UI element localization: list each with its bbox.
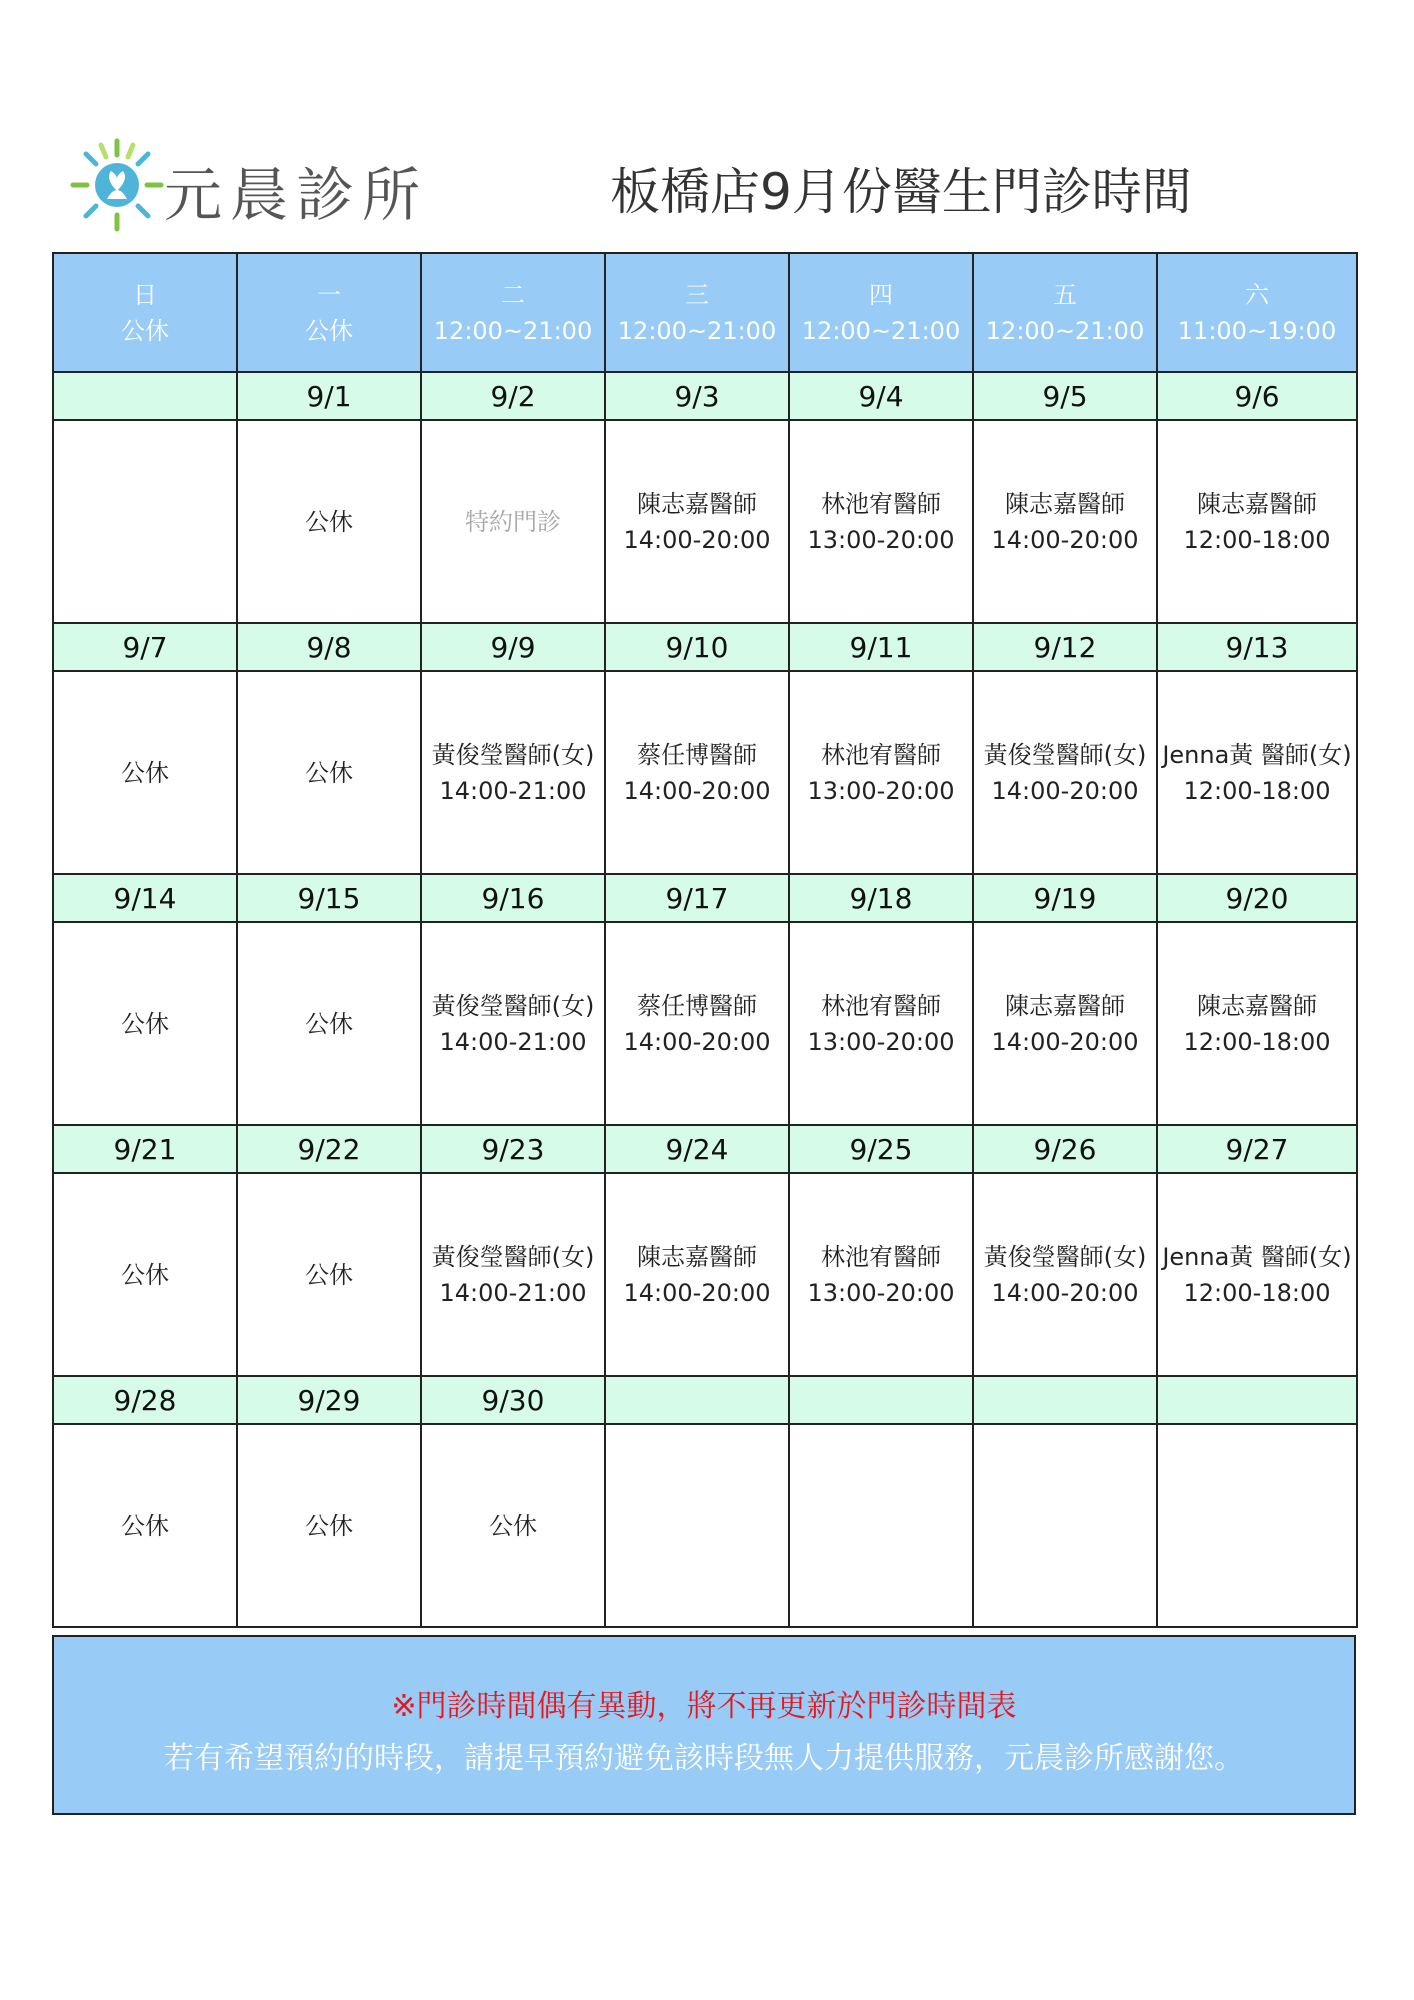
date-cell: [1157, 1376, 1357, 1424]
date-row: [53, 372, 1357, 420]
date-cell: 9/25: [789, 1125, 973, 1173]
doctor-name: 陳志嘉醫師: [637, 1242, 757, 1271]
schedule-row: [53, 420, 1357, 623]
date-cell: 9/15: [237, 874, 421, 922]
notice-text: ※門診時間偶有異動，將不再更新於門診時間表: [391, 1689, 1017, 1724]
clinic-time: 12:00-18:00: [1183, 525, 1331, 554]
doctor-name: 林池宥醫師: [821, 489, 941, 518]
doctor-name: Jenna黃 醫師(女): [1162, 1242, 1352, 1271]
schedule-cell: [1157, 671, 1357, 874]
schedule-cell: [237, 671, 421, 874]
clinic-time: 12:00-18:00: [1183, 1278, 1331, 1307]
weekday-name: 日: [133, 280, 157, 309]
schedule-cell: [789, 671, 973, 874]
clinic-time: 14:00-21:00: [439, 776, 587, 805]
date-cell: 9/2: [421, 372, 605, 420]
schedule-cell: [605, 420, 789, 623]
date-row: [53, 623, 1357, 671]
doctor-name: 公休: [305, 1009, 353, 1038]
schedule-cell: [53, 671, 237, 874]
doctor-name: 蔡任博醫師: [637, 991, 757, 1020]
schedule-row: [53, 1424, 1357, 1627]
weekday-name: 四: [869, 280, 893, 309]
date-cell: 9/20: [1157, 874, 1357, 922]
date-cell: 9/12: [973, 623, 1157, 671]
doctor-name: 公休: [305, 758, 353, 787]
schedule-cell: [605, 922, 789, 1125]
date-cell: 9/30: [421, 1376, 605, 1424]
date-cell: 9/13: [1157, 623, 1357, 671]
date-cell: 9/16: [421, 874, 605, 922]
date-cell: 9/19: [973, 874, 1157, 922]
clinic-time: 13:00-20:00: [807, 776, 955, 805]
clinic-time: 14:00-21:00: [439, 1027, 587, 1056]
schedule-cell: [421, 1424, 605, 1627]
doctor-name: 黃俊瑩醫師(女): [431, 991, 595, 1020]
date-cell: 9/7: [53, 623, 237, 671]
date-cell: 9/22: [237, 1125, 421, 1173]
clinic-name: 元晨診所: [164, 161, 429, 229]
weekday-hours: 12:00~21:00: [985, 316, 1145, 345]
weekday-name: 六: [1245, 280, 1269, 309]
date-row: [53, 874, 1357, 922]
schedule-cell: [605, 1173, 789, 1376]
date-cell: 9/1: [237, 372, 421, 420]
weekday-header-cell: [605, 253, 789, 372]
date-row: [53, 1125, 1357, 1173]
weekday-header-cell: [1157, 253, 1357, 372]
schedule-cell: [53, 420, 237, 623]
clinic-time: 14:00-20:00: [623, 525, 771, 554]
schedule-cell: [789, 922, 973, 1125]
weekday-hours: 12:00~21:00: [617, 316, 777, 345]
schedule-cell: [1157, 420, 1357, 623]
doctor-name: 公休: [305, 507, 353, 536]
schedule-table: [52, 252, 1358, 1628]
weekday-hours: 12:00~21:00: [433, 316, 593, 345]
schedule-cell: [237, 1424, 421, 1627]
schedule-cell: [789, 1424, 973, 1627]
schedule-cell: [237, 420, 421, 623]
date-cell: 9/26: [973, 1125, 1157, 1173]
date-cell: [973, 1376, 1157, 1424]
clinic-time: 13:00-20:00: [807, 525, 955, 554]
doctor-name: 公休: [305, 1511, 353, 1540]
schedule-cell: [1157, 922, 1357, 1125]
date-cell: [605, 1376, 789, 1424]
schedule-cell: [237, 1173, 421, 1376]
schedule-cell: [53, 1424, 237, 1627]
schedule-cell: [53, 1173, 237, 1376]
clinic-time: 13:00-20:00: [807, 1278, 955, 1307]
doctor-name: 公休: [489, 1511, 537, 1540]
schedule-cell: [973, 671, 1157, 874]
weekday-hours: 公休: [305, 316, 353, 345]
weekday-header-cell: [421, 253, 605, 372]
date-cell: 9/10: [605, 623, 789, 671]
doctor-name: 黃俊瑩醫師(女): [431, 1242, 595, 1271]
schedule-cell: [973, 1173, 1157, 1376]
schedule-cell: [973, 922, 1157, 1125]
clinic-time: 14:00-20:00: [991, 525, 1139, 554]
date-cell: 9/27: [1157, 1125, 1357, 1173]
clinic-time: 14:00-20:00: [623, 1027, 771, 1056]
weekday-hours: 12:00~21:00: [801, 316, 961, 345]
weekday-name: 一: [317, 280, 341, 309]
doctor-name: 陳志嘉醫師: [1197, 991, 1317, 1020]
date-row: [53, 1376, 1357, 1424]
doctor-name: 公休: [121, 1511, 169, 1540]
date-cell: 9/6: [1157, 372, 1357, 420]
clinic-time: 14:00-21:00: [439, 1278, 587, 1307]
schedule-row: [53, 671, 1357, 874]
date-cell: 9/18: [789, 874, 973, 922]
doctor-name: Jenna黃 醫師(女): [1162, 740, 1352, 769]
schedule-cell: [421, 922, 605, 1125]
schedule-cell: [53, 922, 237, 1125]
schedule-cell: [789, 420, 973, 623]
doctor-name: 公休: [121, 1260, 169, 1289]
schedule-cell: [789, 1173, 973, 1376]
schedule-cell: [605, 671, 789, 874]
doctor-name: 陳志嘉醫師: [1005, 991, 1125, 1020]
schedule-cell: [421, 420, 605, 623]
doctor-name: 黃俊瑩醫師(女): [431, 740, 595, 769]
date-cell: 9/8: [237, 623, 421, 671]
clinic-time: 14:00-20:00: [991, 1278, 1139, 1307]
footer-note: [52, 1635, 1356, 1815]
doctor-name: 林池宥醫師: [821, 740, 941, 769]
doctor-name: 蔡任博醫師: [637, 740, 757, 769]
clinic-time: 14:00-20:00: [991, 776, 1139, 805]
weekday-name: 五: [1053, 280, 1077, 309]
weekday-hours: 公休: [121, 316, 169, 345]
schedule-cell: [237, 922, 421, 1125]
doctor-name: 特約門診: [465, 507, 561, 536]
weekday-header-row: [53, 253, 1357, 372]
doctor-name: 黃俊瑩醫師(女): [983, 1242, 1147, 1271]
schedule-cell: [973, 1424, 1157, 1627]
schedule-row: [53, 1173, 1357, 1376]
clinic-time: 14:00-20:00: [991, 1027, 1139, 1056]
date-cell: 9/14: [53, 874, 237, 922]
date-cell: [53, 372, 237, 420]
clinic-time: 13:00-20:00: [807, 1027, 955, 1056]
schedule-row: [53, 922, 1357, 1125]
doctor-name: 林池宥醫師: [821, 991, 941, 1020]
clinic-time: 12:00-18:00: [1183, 776, 1331, 805]
date-cell: 9/3: [605, 372, 789, 420]
doctor-name: 公休: [121, 1009, 169, 1038]
date-cell: 9/28: [53, 1376, 237, 1424]
weekday-hours: 11:00~19:00: [1177, 316, 1337, 345]
date-cell: 9/29: [237, 1376, 421, 1424]
schedule-cell: [973, 420, 1157, 623]
page-title: 板橋店9月份醫生門診時間: [610, 163, 1192, 221]
schedule-cell: [1157, 1173, 1357, 1376]
weekday-header-cell: [789, 253, 973, 372]
clinic-time: 14:00-20:00: [623, 1278, 771, 1307]
date-cell: 9/9: [421, 623, 605, 671]
doctor-name: 公休: [305, 1260, 353, 1289]
weekday-name: 三: [685, 280, 709, 309]
doctor-name: 黃俊瑩醫師(女): [983, 740, 1147, 769]
doctor-name: 林池宥醫師: [821, 1242, 941, 1271]
clinic-time: 14:00-20:00: [623, 776, 771, 805]
clinic-time: 12:00-18:00: [1183, 1027, 1331, 1056]
weekday-name: 二: [501, 280, 525, 309]
schedule-cell: [1157, 1424, 1357, 1627]
date-cell: 9/11: [789, 623, 973, 671]
weekday-header-cell: [237, 253, 421, 372]
date-cell: 9/4: [789, 372, 973, 420]
date-cell: 9/5: [973, 372, 1157, 420]
doctor-name: 陳志嘉醫師: [637, 489, 757, 518]
schedule-cell: [605, 1424, 789, 1627]
doctor-name: 陳志嘉醫師: [1005, 489, 1125, 518]
weekday-header-cell: [973, 253, 1157, 372]
schedule-cell: [421, 1173, 605, 1376]
schedule-cell: [421, 671, 605, 874]
weekday-header-cell: [53, 253, 237, 372]
date-cell: 9/21: [53, 1125, 237, 1173]
date-cell: [789, 1376, 973, 1424]
date-cell: 9/23: [421, 1125, 605, 1173]
doctor-name: 公休: [121, 758, 169, 787]
date-cell: 9/17: [605, 874, 789, 922]
doctor-name: 陳志嘉醫師: [1197, 489, 1317, 518]
thanks-text: 若有希望預約的時段，請提早預約避免該時段無人力提供服務，元晨診所感謝您。: [164, 1741, 1244, 1776]
date-cell: 9/24: [605, 1125, 789, 1173]
